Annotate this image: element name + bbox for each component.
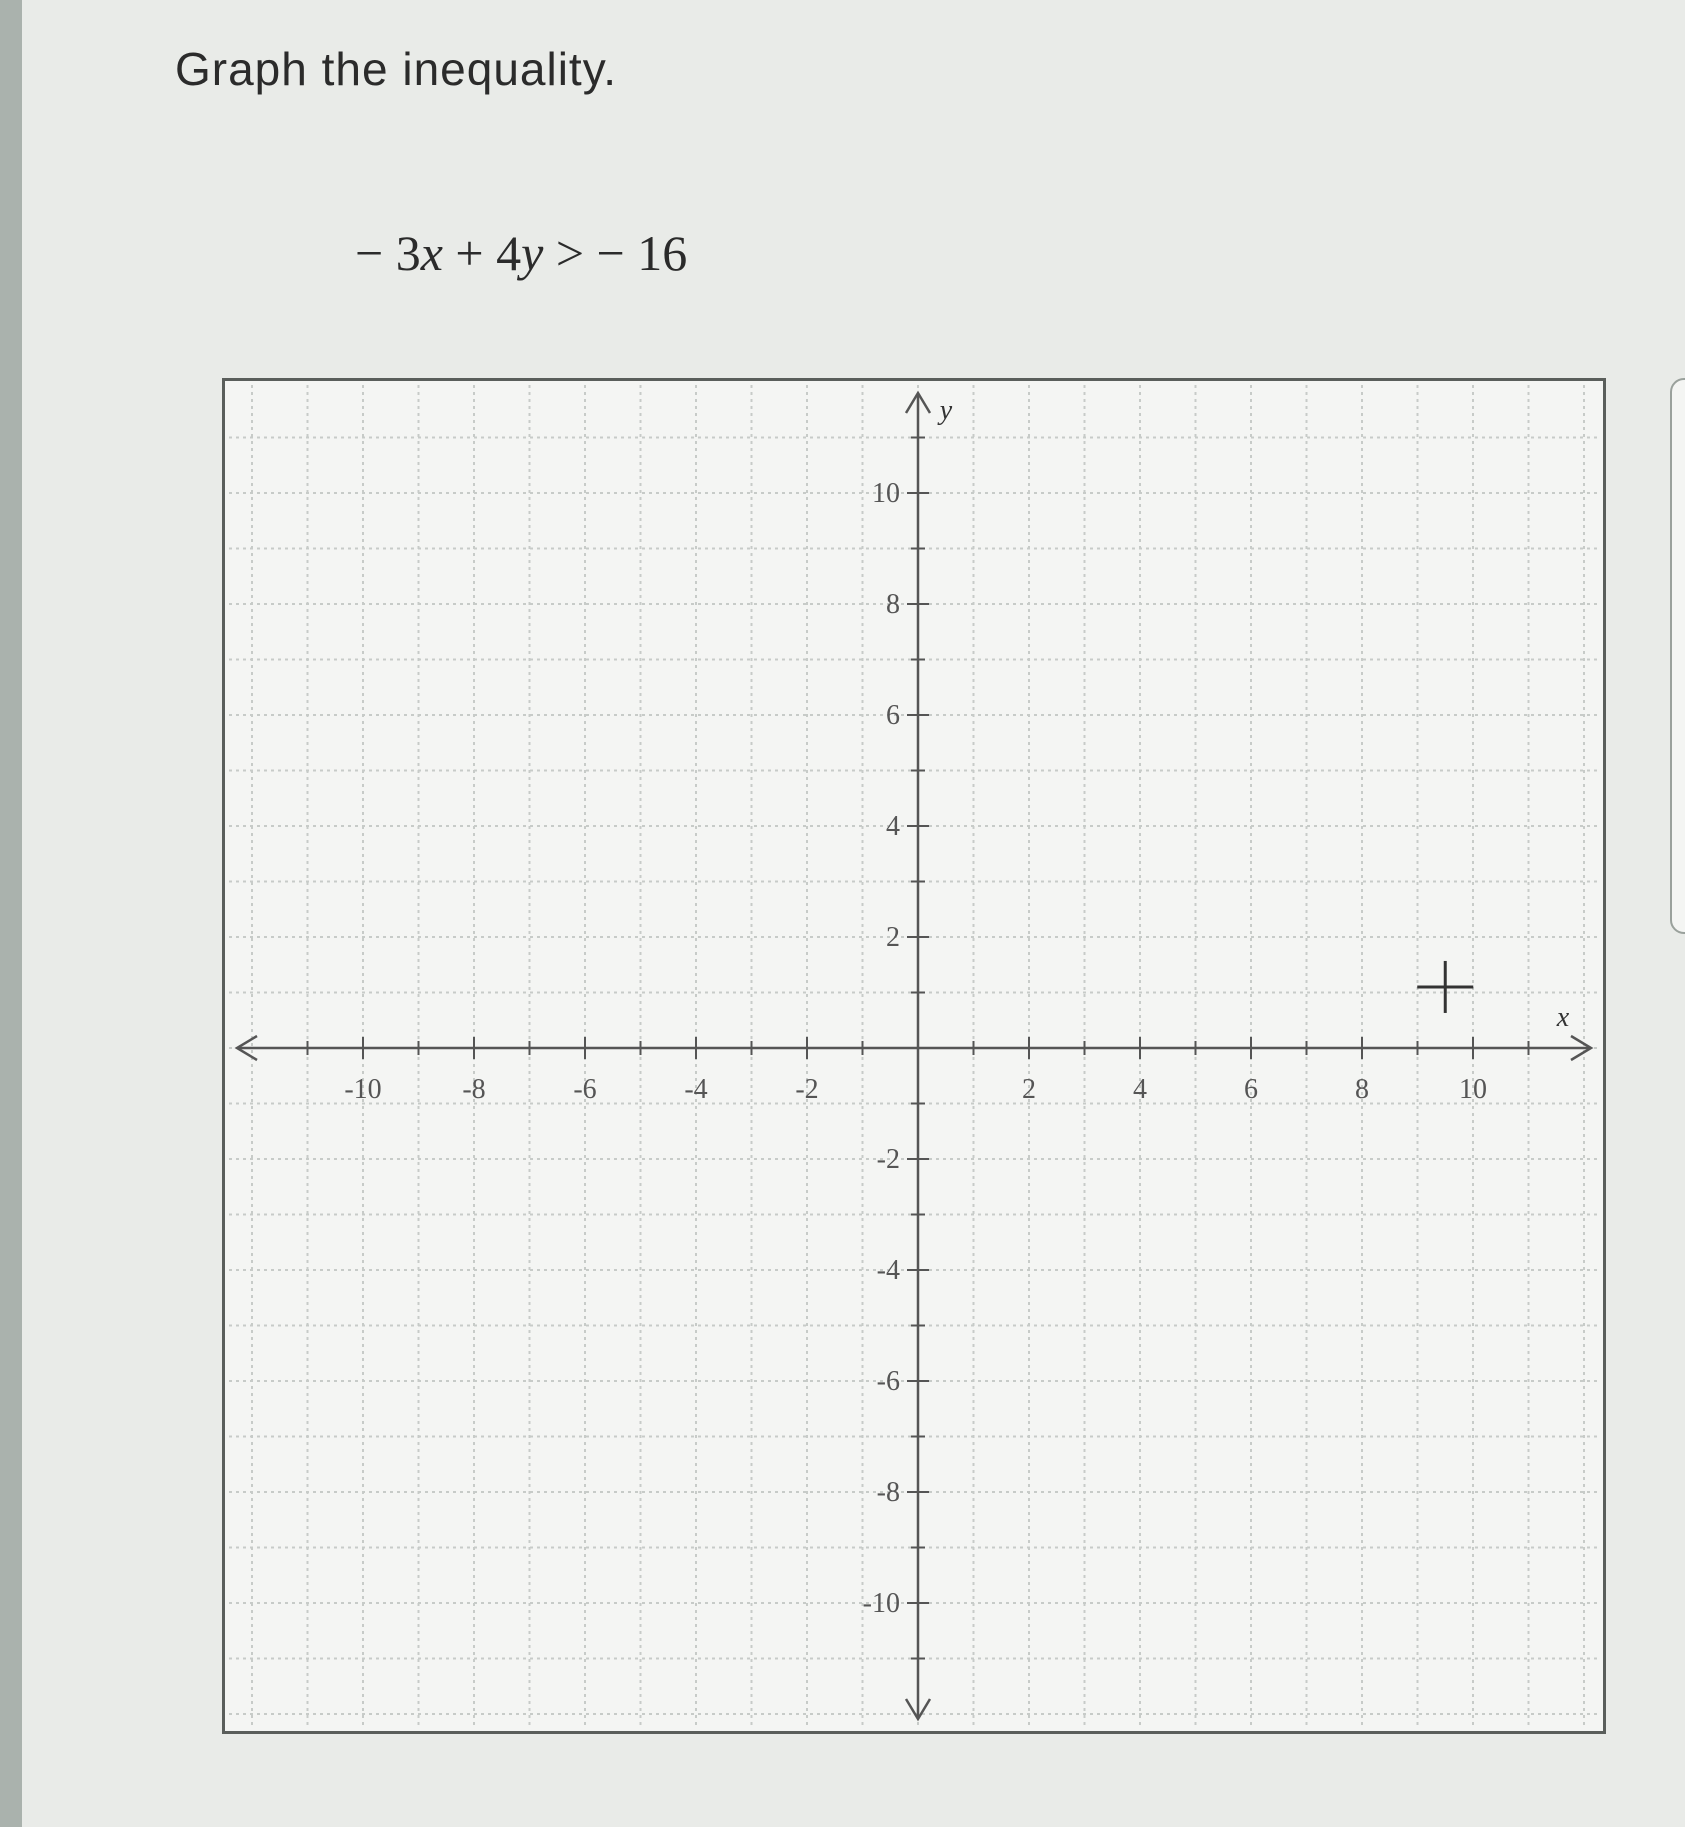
y-tick-label: 2 [886, 922, 900, 953]
eq-part-coef-x: − 3 [355, 225, 421, 281]
question-prompt: Graph the inequality. [175, 43, 618, 95]
x-tick-label: -4 [684, 1074, 708, 1105]
graphing-canvas[interactable] [222, 378, 1606, 1734]
y-tick-label: 10 [872, 478, 900, 509]
x-axis-label: x [1556, 1002, 1570, 1033]
eq-part-var-y: y [521, 225, 544, 281]
y-tick-label: -10 [862, 1588, 900, 1619]
eq-part-rhs: > − 16 [543, 225, 688, 281]
x-tick-label: 4 [1133, 1074, 1147, 1105]
y-tick-label: 6 [886, 700, 900, 731]
y-tick-label: -4 [876, 1255, 900, 1286]
x-tick-label: 10 [1459, 1074, 1487, 1105]
y-axis-label: y [939, 395, 953, 426]
x-tick-label: -6 [573, 1074, 597, 1105]
x-tick-label: -2 [795, 1074, 819, 1105]
y-tick-label: -8 [876, 1477, 900, 1508]
x-tick-label: -10 [344, 1074, 382, 1105]
eq-part-coef-y: + 4 [442, 225, 522, 281]
eq-part-var-x: x [420, 225, 443, 281]
y-tick-label: -2 [876, 1144, 900, 1175]
y-tick-label: -6 [876, 1366, 900, 1397]
x-tick-label: 8 [1355, 1074, 1369, 1105]
window-edge [0, 0, 22, 1827]
coordinate-plane[interactable] [225, 381, 1603, 1731]
x-tick-label: 6 [1244, 1074, 1258, 1105]
y-tick-label: 8 [886, 589, 900, 620]
x-tick-label: -8 [462, 1074, 486, 1105]
inequality-expression [330, 166, 687, 282]
y-tick-label: 4 [886, 811, 900, 842]
x-tick-label: 2 [1022, 1074, 1036, 1105]
side-panel-tab[interactable] [1670, 378, 1685, 934]
